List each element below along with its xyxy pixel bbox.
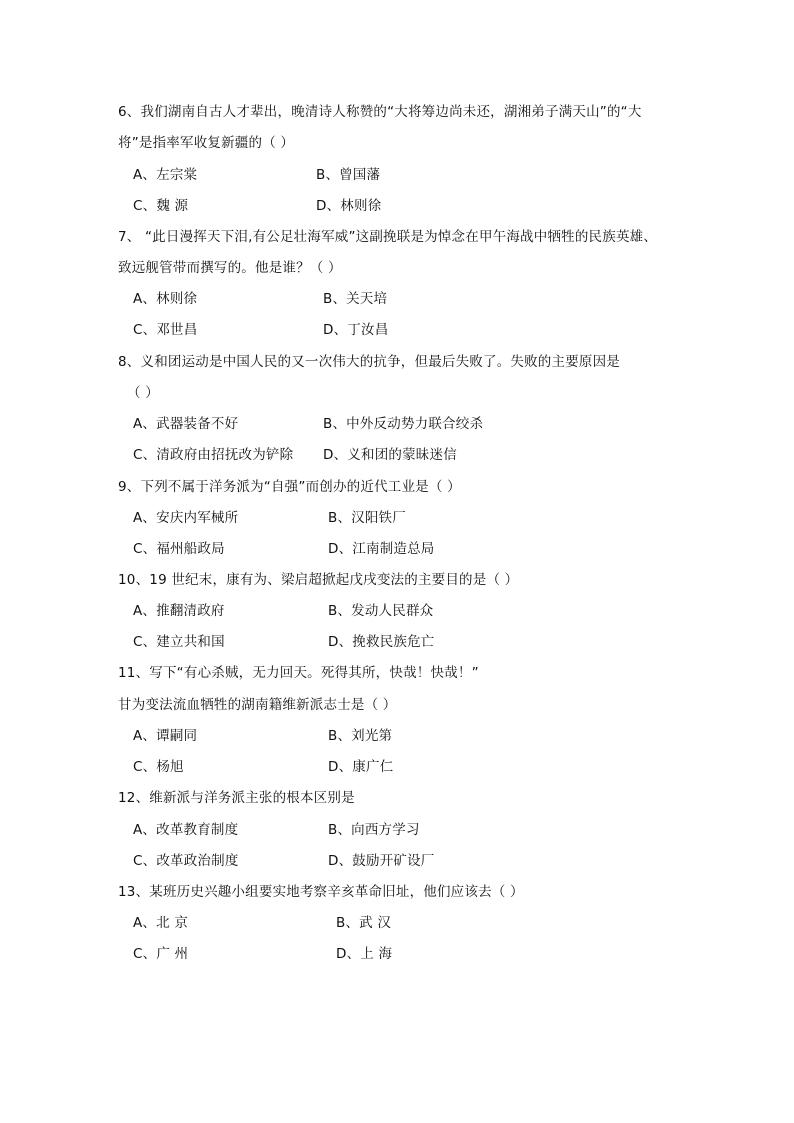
question-11-option-b: B、刘光第 bbox=[328, 728, 393, 744]
question-13-option-d: D、上 海 bbox=[336, 946, 393, 962]
question-13-option-a: A、北 京 bbox=[133, 915, 189, 931]
question-10-option-a: A、推翻清政府 bbox=[133, 603, 225, 619]
question-9-option-b: B、汉阳铁厂 bbox=[328, 510, 406, 526]
question-8-option-a: A、武器装备不好 bbox=[133, 416, 239, 432]
question-9-option-c: C、福州船政局 bbox=[133, 541, 225, 557]
question-7-option-a: A、林则徐 bbox=[133, 291, 198, 307]
question-8-option-b: B、中外反动势力联合绞杀 bbox=[323, 416, 484, 432]
question-8-option-d: D、义和团的蒙昧迷信 bbox=[323, 447, 457, 463]
question-9-option-d: D、江南制造总局 bbox=[328, 541, 435, 557]
question-8-line-2: （ ） bbox=[127, 385, 159, 401]
question-10-option-c: C、建立共和国 bbox=[133, 634, 225, 650]
question-13-option-b: B、武 汉 bbox=[336, 915, 392, 931]
question-7-line-2: 致远舰管带而撰写的。他是谁？（ ） bbox=[118, 260, 342, 276]
question-6-option-d: D、林则徐 bbox=[316, 198, 382, 214]
question-13-line-1: 13、某班历史兴趣小组要实地考察辛亥革命旧址，他们应该去（ ） bbox=[118, 884, 524, 900]
question-12-option-b: B、向西方学习 bbox=[328, 822, 420, 838]
question-10-option-b: B、发动人民群众 bbox=[328, 603, 434, 619]
question-13-option-c: C、广 州 bbox=[133, 946, 189, 962]
question-6-option-c: C、魏 源 bbox=[133, 198, 189, 214]
question-12-option-d: D、鼓励开矿设厂 bbox=[328, 853, 435, 869]
question-10-option-d: D、挽救民族危亡 bbox=[328, 634, 435, 650]
question-12-option-a: A、改革教育制度 bbox=[133, 822, 239, 838]
question-11-option-d: D、康广仁 bbox=[328, 759, 394, 775]
question-12-line-1: 12、维新派与洋务派主张的根本区别是 bbox=[118, 790, 355, 806]
question-7-option-b: B、关天培 bbox=[323, 291, 388, 307]
question-11-option-a: A、谭嗣同 bbox=[133, 728, 198, 744]
question-9-option-a: A、安庆内军械所 bbox=[133, 510, 239, 526]
question-7-option-d: D、丁汝昌 bbox=[323, 322, 389, 338]
question-10-line-1: 10、19 世纪末，康有为、梁启超掀起戊戌变法的主要目的是（ ） bbox=[118, 572, 519, 588]
question-11-line-2: 甘为变法流血牺牲的湖南籍维新派志士是（ ） bbox=[118, 697, 397, 713]
question-7-option-c: C、邓世昌 bbox=[133, 322, 198, 338]
question-12-option-c: C、改革政治制度 bbox=[133, 853, 239, 869]
question-8-option-c: C、清政府由招抚改为铲除 bbox=[133, 447, 294, 463]
question-9-line-1: 9、下列不属于洋务派为“自强”而创办的近代工业是（ ） bbox=[118, 479, 461, 495]
question-6-line-2: 将”是指率军收复新疆的（ ） bbox=[118, 135, 295, 151]
question-6-line-1: 6、我们湖南自古人才辈出，晚清诗人称赞的“大将筹边尚未还，湖湘弟子满天山”的“大 bbox=[118, 104, 642, 120]
question-6-option-a: A、左宗棠 bbox=[133, 167, 198, 183]
question-7-line-1: 7、 “此日漫挥天下泪,有公足壮海军威”这副挽联是为悼念在甲午海战中牺牲的民族英雄、 bbox=[118, 229, 658, 245]
question-6-option-b: B、曾国藩 bbox=[316, 167, 381, 183]
question-11-option-c: C、杨旭 bbox=[133, 759, 184, 775]
question-8-line-1: 8、义和团运动是中国人民的又一次伟大的抗争，但最后失败了。失败的主要原因是 bbox=[118, 354, 620, 370]
question-11-line-1: 11、写下“有心杀贼，无力回天。死得其所，快哉！快哉！” bbox=[118, 665, 479, 681]
